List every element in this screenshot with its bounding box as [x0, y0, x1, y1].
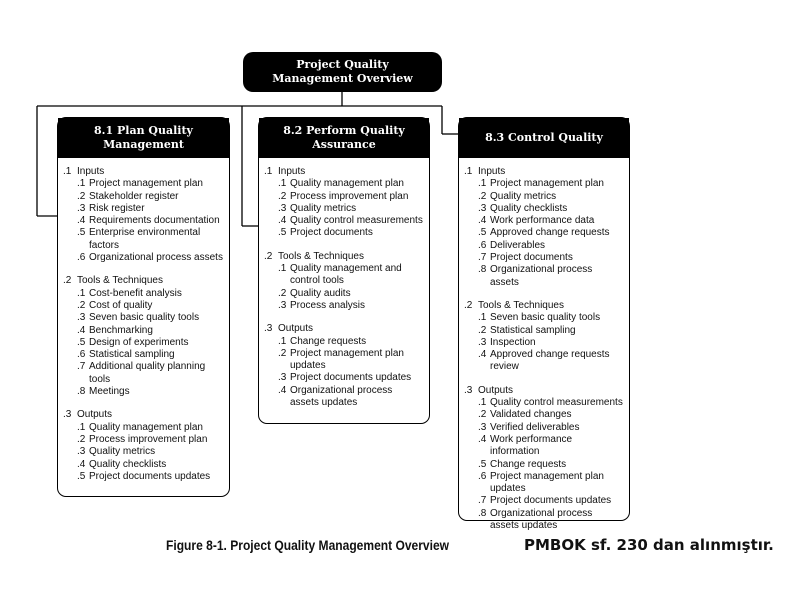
item-number: .5	[77, 470, 86, 482]
list-item	[63, 215, 223, 227]
list-item	[464, 434, 623, 459]
source-note: PMBOK sf. 230 dan alınmıştır.	[524, 536, 774, 554]
item-number: .2	[478, 190, 487, 202]
list-item	[464, 264, 623, 289]
item-number: .3	[77, 202, 86, 214]
item-number: .4	[77, 324, 86, 336]
item-text: Quality management plan	[290, 178, 404, 190]
item-text: Statistical sampling	[89, 349, 175, 361]
list-item	[264, 336, 423, 348]
item-text: Design of experiments	[89, 336, 189, 348]
section-heading	[264, 166, 423, 178]
list-item	[264, 288, 423, 300]
list-item	[63, 288, 223, 300]
item-text: Project documents updates	[490, 495, 612, 507]
item-text: Benchmarking	[89, 324, 153, 336]
item-text: Inspection	[490, 336, 536, 348]
item-text: Seven basic quality tools	[89, 312, 200, 324]
item-number: .5	[278, 227, 287, 239]
item-number: .7	[77, 361, 86, 373]
item-text: Quality management plan	[89, 421, 203, 433]
item-number: .3	[77, 312, 86, 324]
item-number: .3	[278, 202, 287, 214]
item-text: Project documents	[490, 252, 573, 264]
item-text: Cost-benefit analysis	[89, 287, 182, 299]
list-item	[464, 325, 623, 337]
item-text: Process improvement plan	[89, 433, 208, 445]
panel-body	[259, 158, 429, 409]
item-text: Quality metrics	[490, 190, 557, 202]
item-number: .2	[278, 190, 287, 202]
list-item	[464, 422, 623, 434]
item-number: .1	[478, 312, 487, 324]
section-label: Outputs	[77, 409, 113, 421]
section-number: .3	[264, 323, 273, 335]
list-item	[63, 422, 223, 434]
list-item	[464, 203, 623, 215]
item-text: Process analysis	[290, 299, 366, 311]
item-number: .4	[478, 215, 487, 227]
item-text: Organizational process assets	[89, 252, 223, 264]
list-item	[464, 409, 623, 421]
item-text: Statistical sampling	[490, 324, 576, 336]
item-text: Meetings	[89, 386, 130, 398]
list-item	[63, 325, 223, 337]
item-number: .2	[478, 409, 487, 421]
item-text: Validated changes	[490, 409, 572, 421]
section-heading	[63, 409, 223, 421]
item-text: Organizational process assets updates	[490, 507, 593, 532]
section-heading	[464, 385, 623, 397]
item-text: Additional quality planning tools	[89, 361, 206, 385]
item-number: .6	[77, 349, 86, 361]
item-text: Requirements documentation	[89, 215, 220, 227]
item-text: Verified deliverables	[490, 421, 580, 433]
section-heading	[63, 275, 223, 287]
item-number: .2	[478, 324, 487, 336]
item-number: .1	[77, 287, 86, 299]
item-number: .7	[478, 495, 487, 507]
panel-header-line1: 8.3 Control Quality	[485, 131, 603, 144]
section-heading	[464, 300, 623, 312]
section-number: .3	[63, 409, 72, 421]
section-label: Inputs	[77, 166, 105, 177]
panel-body	[459, 158, 629, 532]
item-text: Stakeholder register	[89, 190, 179, 202]
list-item	[63, 312, 223, 324]
list-item	[63, 471, 223, 483]
section-number: .2	[464, 299, 473, 311]
item-text: Approved change requests	[490, 227, 610, 239]
section-outputs	[63, 409, 223, 483]
list-item	[63, 300, 223, 312]
item-number: .3	[478, 421, 487, 433]
item-text: Project documents updates	[290, 372, 412, 384]
item-text: Quality checklists	[490, 202, 568, 214]
section-heading	[63, 166, 223, 178]
overview-title-line2: Management Overview	[272, 72, 413, 85]
item-number: .1	[278, 178, 287, 190]
item-text: Work performance data	[490, 215, 595, 227]
list-item	[264, 300, 423, 312]
item-number: .6	[478, 239, 487, 251]
item-text: Seven basic quality tools	[490, 312, 601, 324]
list-item	[63, 434, 223, 446]
list-item	[464, 495, 623, 507]
item-number: .8	[478, 507, 487, 519]
list-item	[63, 361, 223, 386]
item-number: .1	[278, 335, 287, 347]
item-number: .2	[77, 433, 86, 445]
item-text: Deliverables	[490, 239, 546, 251]
item-text: Change requests	[290, 335, 367, 347]
list-item	[464, 191, 623, 203]
panel-header	[259, 118, 429, 158]
item-text: Organizational process assets	[490, 264, 593, 288]
item-number: .3	[478, 202, 487, 214]
item-text: Organizational process assets updates	[290, 384, 393, 409]
panel-header-line2: Management	[103, 138, 184, 151]
item-number: .1	[77, 421, 86, 433]
item-number: .4	[77, 215, 86, 227]
item-number: .2	[278, 347, 287, 359]
item-number: .8	[478, 264, 487, 276]
section-number: .1	[63, 166, 72, 177]
section-label: Tools & Techniques	[278, 250, 364, 262]
item-text: Project management plan	[490, 178, 604, 190]
list-item	[464, 312, 623, 324]
item-number: .2	[77, 190, 86, 202]
list-item	[464, 508, 623, 533]
list-item	[464, 471, 623, 496]
item-text: Quality metrics	[290, 202, 357, 214]
panel-header-line2: Assurance	[312, 138, 376, 151]
list-item	[264, 191, 423, 203]
section-number: .1	[464, 166, 473, 177]
section-heading	[264, 323, 423, 335]
list-item	[63, 446, 223, 458]
item-number: .5	[77, 336, 86, 348]
list-item	[264, 215, 423, 227]
panel-header-line1: 8.2 Perform Quality	[283, 124, 405, 137]
section-number: .3	[464, 384, 473, 396]
item-number: .3	[478, 336, 487, 348]
panel-header-line1: 8.1 Plan Quality	[94, 124, 193, 137]
item-number: .4	[478, 349, 487, 361]
list-item	[63, 349, 223, 361]
item-number: .1	[478, 178, 487, 190]
list-item	[464, 459, 623, 471]
item-text: Approved change requests review	[490, 349, 610, 373]
figure-caption: Figure 8-1. Project Quality Management Overview	[166, 537, 450, 553]
section-tools-techniques	[63, 275, 223, 398]
panel-header	[58, 118, 229, 158]
list-item	[264, 227, 423, 239]
list-item	[264, 203, 423, 215]
item-number: .3	[278, 372, 287, 384]
list-item	[464, 215, 623, 227]
section-inputs	[63, 166, 223, 264]
list-item	[63, 337, 223, 349]
overview-title-box	[243, 52, 442, 92]
list-item	[63, 191, 223, 203]
item-text: Quality checklists	[89, 458, 167, 470]
item-text: Process improvement plan	[290, 190, 409, 202]
list-item	[264, 178, 423, 190]
panel-control-quality	[458, 117, 630, 532]
panel-header	[459, 118, 629, 158]
list-item	[63, 252, 223, 264]
section-tools-techniques	[264, 251, 423, 312]
item-number: .3	[77, 446, 86, 458]
list-item	[264, 348, 423, 373]
section-label: Inputs	[278, 166, 306, 177]
list-item	[63, 178, 223, 190]
section-outputs	[464, 385, 623, 533]
item-text: Risk register	[89, 202, 145, 214]
list-item	[464, 178, 623, 190]
section-outputs	[264, 323, 423, 409]
panel-plan-quality-management	[57, 117, 230, 497]
panel-body	[58, 158, 229, 483]
item-text: Cost of quality	[89, 299, 153, 311]
item-text: Project management plan	[89, 178, 203, 190]
list-item	[63, 459, 223, 471]
overview-title-line1: Project Quality	[296, 58, 389, 71]
list-item	[63, 203, 223, 215]
item-number: .6	[478, 470, 487, 482]
item-text: Change requests	[490, 458, 567, 470]
item-number: .6	[77, 252, 86, 264]
section-heading	[464, 166, 623, 178]
item-text: Work performance information	[490, 433, 573, 458]
item-text: Quality control measurements	[290, 215, 423, 227]
section-number: .1	[264, 166, 273, 177]
item-text: Quality metrics	[89, 446, 156, 458]
item-number: .1	[278, 263, 287, 275]
item-text: Project documents	[290, 227, 373, 239]
item-number: .3	[278, 299, 287, 311]
list-item	[63, 227, 223, 252]
list-item	[464, 349, 623, 374]
panel-perform-quality-assurance	[258, 117, 430, 424]
section-label: Outputs	[278, 323, 314, 335]
item-number: .4	[77, 458, 86, 470]
section-label: Tools & Techniques	[77, 275, 163, 287]
list-item	[464, 337, 623, 349]
list-item	[464, 240, 623, 252]
list-item	[464, 397, 623, 409]
item-number: .2	[77, 299, 86, 311]
item-number: .8	[77, 386, 86, 398]
list-item	[63, 386, 223, 398]
list-item	[264, 263, 423, 288]
item-number: .5	[77, 227, 86, 239]
section-inputs	[264, 166, 423, 240]
item-number: .7	[478, 252, 487, 264]
list-item	[464, 227, 623, 239]
item-text: Quality control measurements	[490, 397, 623, 409]
item-number: .1	[77, 178, 86, 190]
item-number: .2	[278, 287, 287, 299]
list-item	[264, 385, 423, 410]
list-item	[464, 252, 623, 264]
item-number: .5	[478, 458, 487, 470]
item-text: Quality management and control tools	[290, 263, 402, 287]
section-heading	[264, 251, 423, 263]
section-number: .2	[264, 250, 273, 262]
section-inputs	[464, 166, 623, 289]
section-label: Outputs	[478, 384, 514, 396]
section-label: Tools & Techniques	[478, 299, 564, 311]
section-tools-techniques	[464, 300, 623, 374]
item-text: Quality audits	[290, 287, 351, 299]
item-number: .1	[478, 397, 487, 409]
item-number: .4	[478, 433, 487, 445]
item-number: .4	[278, 215, 287, 227]
item-number: .5	[478, 227, 487, 239]
list-item	[264, 372, 423, 384]
section-label: Inputs	[478, 166, 506, 177]
item-number: .4	[278, 384, 287, 396]
section-number: .2	[63, 275, 72, 287]
item-text: Project documents updates	[89, 470, 211, 482]
item-text: Project management plan updates	[290, 347, 404, 372]
item-text: Enterprise environmental factors	[89, 227, 201, 251]
item-text: Project management plan updates	[490, 470, 604, 495]
